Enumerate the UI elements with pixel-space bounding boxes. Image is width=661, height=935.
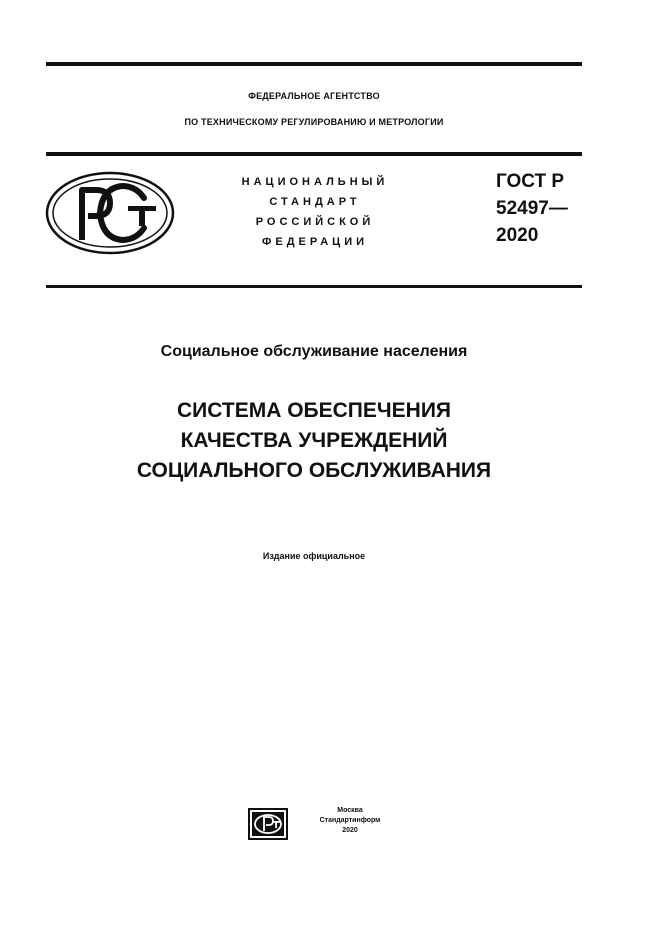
publisher-city: Москва	[337, 807, 363, 814]
standard-type-line: НАЦИОНАЛЬНЫЙ	[241, 176, 389, 188]
title-line: СОЦИАЛЬНОГО ОБСЛУЖИВАНИЯ	[136, 459, 492, 482]
standard-type-line: ФЕДЕРАЦИИ	[261, 236, 369, 248]
agency-name-line-1: ФЕДЕРАЛЬНОЕ АГЕНТСТВО	[248, 91, 380, 101]
standard-code	[496, 168, 586, 249]
top-rule	[46, 62, 582, 66]
edition-note: Издание официальное	[262, 551, 366, 561]
standard-type-line: РОССИЙСКОЙ	[255, 216, 375, 228]
publisher-name: Стандартинформ	[319, 817, 381, 824]
agency-name-line-2: ПО ТЕХНИЧЕСКОМУ РЕГУЛИРОВАНИЮ И МЕТРОЛОГИИ	[184, 117, 444, 127]
standard-code-line: 52497—	[496, 198, 568, 219]
standard-type-block	[205, 172, 425, 252]
document-subject: Социальное обслуживание населения	[160, 343, 468, 360]
title-line: КАЧЕСТВА УЧРЕЖДЕНИЙ	[180, 429, 448, 452]
standard-code-line: 2020	[496, 225, 539, 246]
standard-type-line: СТАНДАРТ	[269, 196, 361, 208]
standard-code-line: ГОСТ Р	[496, 171, 565, 192]
standartinform-logo-icon	[248, 808, 288, 840]
bottom-rule	[46, 285, 582, 288]
document-title	[46, 396, 582, 486]
title-line: СИСТЕМА ОБЕСПЕЧЕНИЯ	[176, 399, 452, 422]
publisher-year: 2020	[342, 827, 358, 834]
rst-emblem-icon	[44, 170, 176, 256]
middle-rule	[46, 152, 582, 156]
publisher-block	[300, 806, 400, 836]
